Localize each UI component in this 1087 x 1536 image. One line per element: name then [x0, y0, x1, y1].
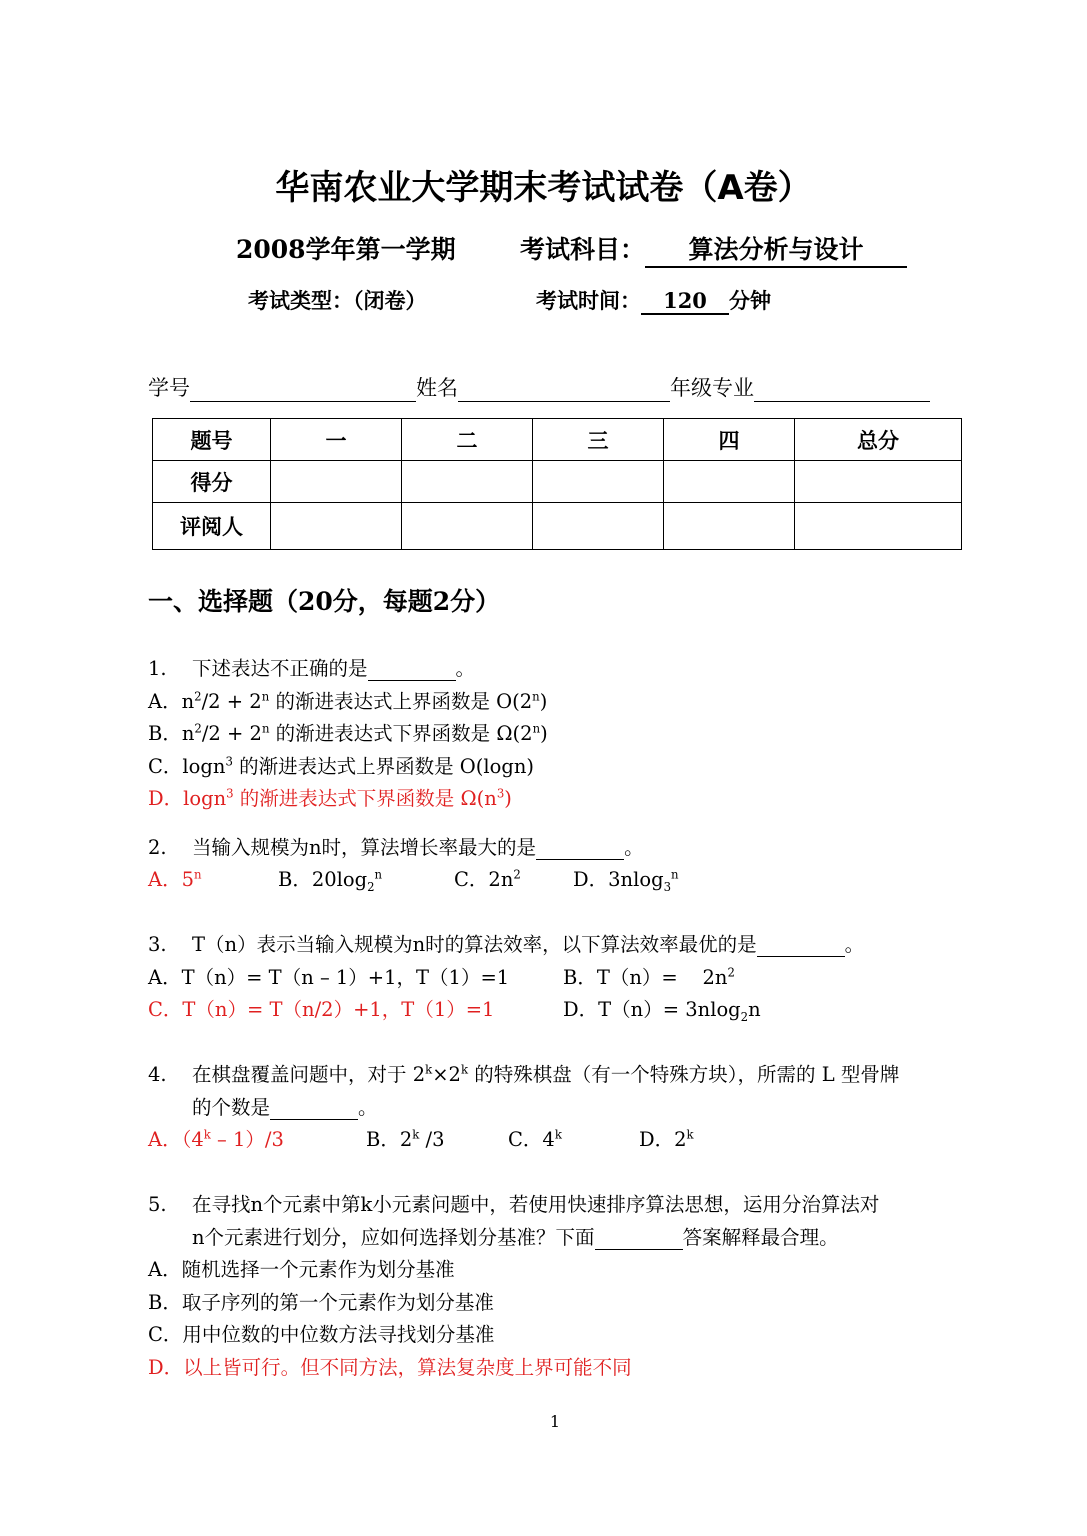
score-table	[152, 418, 962, 550]
subject-line	[520, 230, 907, 268]
score-header: 总分	[795, 419, 962, 461]
major-label: 年级专业	[670, 376, 754, 400]
option-a: A．T（n）= T（n – 1）+1，T（1）=1	[148, 966, 510, 989]
score-cell	[795, 503, 962, 550]
question-5-stem: 5. 在寻找n个元素中第k小元素问题中，若使用快速排序算法思想，运用分治算法对	[148, 1193, 880, 1216]
major-field[interactable]	[754, 377, 930, 402]
question-2-stem: 2. 当输入规模为n时，算法增长率最大的是 。	[148, 836, 644, 859]
question-number: 5.	[148, 1193, 167, 1216]
subject-value: 算法分析与设计	[645, 230, 907, 268]
question-number: 3.	[148, 933, 167, 956]
question-3-stem: 3. T（n）表示当输入规模为n时的算法效率，以下算法效率最优的是 。	[148, 933, 865, 956]
name-label: 姓名	[416, 376, 458, 400]
exam-title: 华南农业大学期末考试试卷（A卷）	[275, 168, 812, 208]
answer-blank	[368, 660, 456, 681]
time-label: 考试时间：	[536, 288, 641, 313]
score-row-label: 得分	[153, 461, 271, 503]
score-header: 四	[664, 419, 795, 461]
score-cell	[533, 461, 664, 503]
term: 2008学年第一学期	[236, 235, 456, 264]
question-4-stem-line2: 的个数是 。	[192, 1096, 378, 1119]
option-a-answer: A．5$^n$	[148, 867, 202, 891]
answer-blank	[757, 936, 845, 957]
time-unit: 分钟	[729, 288, 771, 313]
score-cell	[664, 503, 795, 550]
option-b: B．$20\log_2^n$	[278, 867, 383, 894]
id-field[interactable]	[190, 377, 416, 402]
option-a: A．$n^2/2 + 2^n$ 的渐进表达式上界函数是 O(2$^n$)	[148, 689, 548, 713]
time-line	[536, 285, 771, 315]
time-value: 120	[641, 288, 729, 315]
page-number: 1	[549, 1412, 561, 1431]
score-cell	[402, 461, 533, 503]
option-a-answer: A．（4$^k$ – 1）/3	[148, 1127, 284, 1151]
score-cell	[533, 503, 664, 550]
student-info	[148, 372, 930, 402]
score-cell	[402, 503, 533, 550]
option-c: C．logn$^3$ 的渐进表达式上界函数是 O(logn)	[148, 754, 535, 778]
option-c: C．用中位数的中位数方法寻找划分基准	[148, 1323, 495, 1346]
score-row-label: 评阅人	[153, 503, 271, 550]
option-c-answer: C．T（n）= T（n/2）+1，T（1）=1	[148, 998, 495, 1021]
score-cell	[271, 461, 402, 503]
answer-blank	[270, 1099, 358, 1120]
exam-type: 考试类型：（闭卷）	[248, 288, 427, 313]
question-5-stem-line2: n个元素进行划分，应如何选择划分基准？下面 答案解释最合理。	[192, 1226, 839, 1249]
answer-blank	[595, 1229, 683, 1250]
score-header: 一	[271, 419, 402, 461]
score-cell	[271, 503, 402, 550]
question-number: 4.	[148, 1063, 167, 1086]
question-4-stem: 4. 在棋盘覆盖问题中，对于 $2^k\times 2^k$ 的特殊棋盘（有一个特殊方块），所需的 L 型骨牌	[148, 1062, 900, 1086]
score-cell	[664, 461, 795, 503]
answer-blank	[536, 839, 624, 860]
option-d: D．3nlog$_3^n$	[573, 867, 679, 894]
option-b: B．取子序列的第一个元素作为划分基准	[148, 1291, 494, 1314]
option-a: A．随机选择一个元素作为划分基准	[148, 1258, 455, 1281]
subject-label: 考试科目：	[520, 235, 646, 264]
option-b: B．$n^2/2 + 2^n$ 的渐进表达式下界函数是 Ω(2$^n$)	[148, 721, 548, 745]
option-d: D．T（n）= 3nlog$_2$n	[563, 998, 761, 1024]
option-c: C．$2n^2$	[454, 867, 521, 891]
score-header: 题号	[153, 419, 271, 461]
option-b: B．2$^k$ /3	[366, 1127, 445, 1151]
option-d-answer: D．以上皆可行。但不同方法，算法复杂度上界可能不同	[148, 1356, 632, 1379]
score-header: 二	[402, 419, 533, 461]
score-cell	[795, 461, 962, 503]
name-field[interactable]	[458, 377, 670, 402]
question-1-stem: 1. 下述表达不正确的是 。	[148, 657, 476, 680]
question-number: 1.	[148, 657, 167, 680]
id-label: 学号	[148, 376, 190, 400]
option-d-answer: D．logn$^3$ 的渐进表达式下界函数是 $\Omega(n^3)$	[148, 786, 512, 810]
option-d: D．2$^k$	[639, 1127, 694, 1151]
option-c: C．4$^k$	[508, 1127, 562, 1151]
question-number: 2.	[148, 836, 167, 859]
section-heading: 一、选择题（20分，每题2分）	[148, 587, 501, 616]
option-b: B．T（n）= $2n^2$	[563, 965, 735, 989]
score-header: 三	[533, 419, 664, 461]
